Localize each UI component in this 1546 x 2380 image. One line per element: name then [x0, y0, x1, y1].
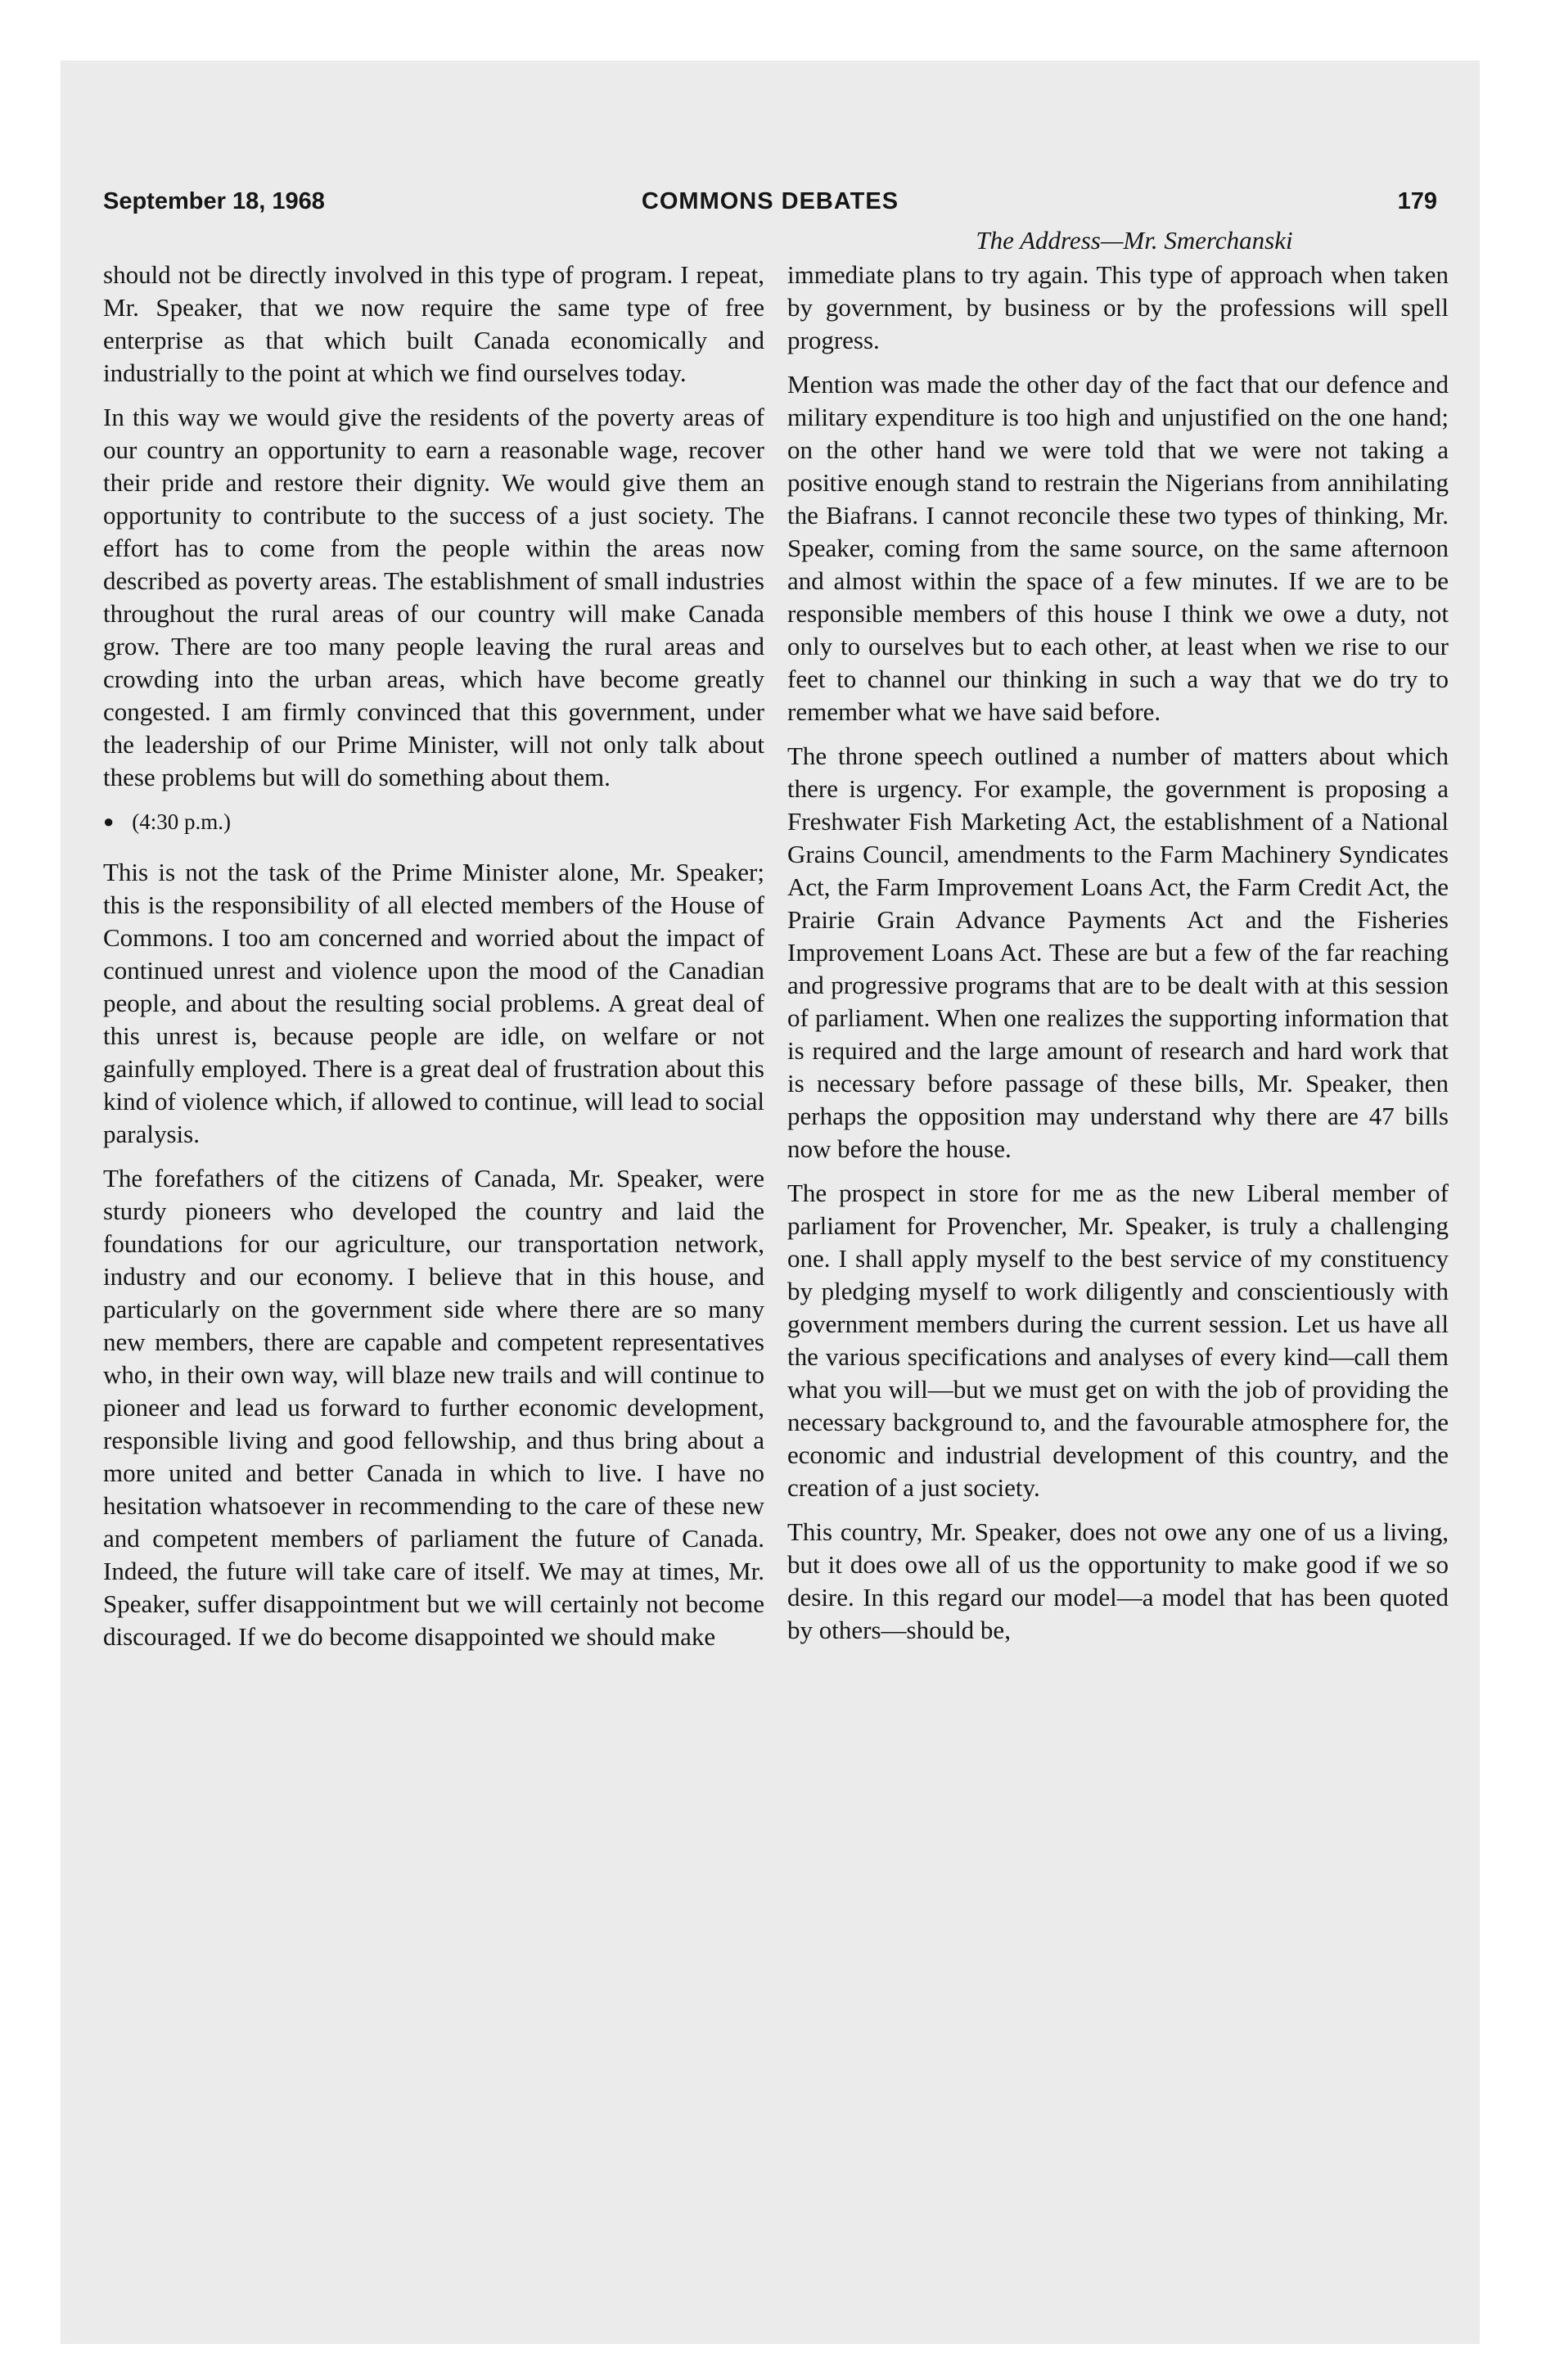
paragraph: In this way we would give the residents of the poverty areas of our country an opportunity to earn a reasonable wage, recover their pride and restore their dignity. We would give them an opportunity to contribute to the success of a just society. The effort has to come from the people within the areas now described as poverty areas. The establishment of small industries throughout the rural areas of our country will make Canada grow. There are too many people leaving the rural areas and crowding into the urban areas, which have become greatly congested. I am firmly convinced that this government, under the leadership of our Prime Minister, will not only talk about these problems but will do something about them. — [103, 403, 764, 791]
bullet-icon: ● — [103, 811, 115, 832]
page-header — [103, 188, 1437, 228]
paragraph: Mention was made the other day of the fact that our defence and military expenditure is too high and unjustified on the one hand; on the other hand we were told that we were not taking a positive enough stand to restrain the Nigerians from annihilating the Biafrans. I cannot reconcile these two types of thinking, Mr. Speaker, coming from the same source, on the same afternoon and almost within the space of a few minutes. If we are to be responsible members of this house I think we owe a duty, not only to ourselves but to each other, at least when we rise to our feet to channel our thinking in such a way that we do try to remember what we have said before. — [787, 370, 1449, 726]
right-column — [787, 259, 1449, 1658]
paragraph: should not be directly involved in this type of program. I repeat, Mr. Speaker, that we now require the same type of free enterprise as that which built Canada economically and industrially to the point at which we find ourselves today. — [103, 260, 764, 387]
page — [61, 61, 1480, 2344]
paragraph: This is not the task of the Prime Minister alone, Mr. Speaker; this is the responsibility of all elected members of the House of Commons. I too am concerned and worried about the impact of continued unrest and violence upon the mood of the Canadian people, and about the resulting social problems. A great deal of this unrest is, because people are idle, on welfare or not gainfully employed. There is a great deal of frustration about this kind of violence which, if allowed to continue, will lead to social paralysis. — [103, 858, 764, 1148]
time-marker-text: (4:30 p.m.) — [132, 809, 232, 834]
paragraph: The throne speech outlined a number of matters about which there is urgency. For example, the government is proposing a Freshwater Fish Marketing Act, the establishment of a National Grains Council, amendments to the Farm Machinery Syndicates Act, the Farm Improvement Loans Act, the Farm Credit Act, the Prairie Grain Advance Payments Act and the Fisheries Improvement Loans Act. These are but a few of the far reaching and progressive programs that are to be dealt with at this session of parliament. When one realizes the supporting information that is required and the large amount of research and hard work that is necessary before passage of these bills, Mr. Speaker, then perhaps the opposition may understand why there are 47 bills now before the house. — [787, 741, 1449, 1163]
left-column — [103, 259, 764, 1665]
header-date: September 18, 1968 — [103, 188, 325, 214]
paragraph: The prospect in store for me as the new Liberal member of parliament for Provencher, Mr. Speaker, is truly a challenging one. I shall apply myself to the best service of my constituency by pledging myself to work diligently and conscientiously with government members during the current session. Let us have all the various specifications and analyses of every kind—call them what you will—but we must get on with the job of providing the necessary background to, and the favourable atmosphere for, the economic and industrial development of this country, and the creation of a just society. — [787, 1179, 1449, 1502]
running-head: The Address—Mr. Smerchanski — [976, 226, 1293, 255]
paragraph: The forefathers of the citizens of Canada, Mr. Speaker, were sturdy pioneers who developed the country and laid the foundations for our agriculture, our transportation network, industry and our economy. I believe that in this house, and particularly on the government side where there are so many new members, there are capable and competent representatives who, in their own way, will blaze new trails and will continue to pioneer and lead us forward to further economic development, responsible living and good fellowship, and thus bring about a more united and better Canada in which to live. I have no hesitation whatsoever in recommending to the care of these new and competent members of parliament the future of Canada. Indeed, the future will take care of itself. We may at times, Mr. Speaker, suffer disappointment but we will certainly not become discouraged. If we do become disappointed we should make — [103, 1164, 764, 1651]
paragraph: immediate plans to try again. This type of approach when taken by government, by business or by the professions will spell progress. — [787, 260, 1449, 354]
page-number: 179 — [1397, 188, 1437, 214]
header-title: COMMONS DEBATES — [641, 188, 899, 214]
time-marker — [103, 805, 764, 838]
paragraph: This country, Mr. Speaker, does not owe any one of us a living, but it does owe all of us the opportunity to make good if we so desire. In this regard our model—a model that has been quoted by others—should be, — [787, 1517, 1449, 1644]
